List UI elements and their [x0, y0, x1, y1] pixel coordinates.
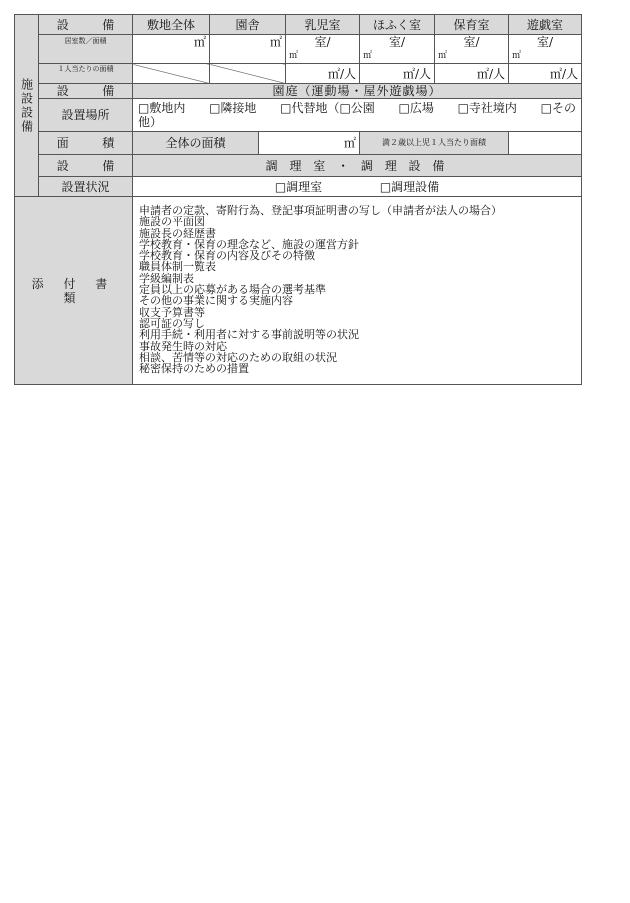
equipment-label: 設 備 [39, 15, 133, 35]
nursery-per-person-unit: ㎡/人 [476, 66, 506, 81]
building-area-unit: ㎡ [270, 35, 283, 49]
building-per-person-na [210, 64, 286, 84]
kitchen-title: 調 理 室 ・ 調 理 設 備 [133, 155, 582, 177]
attachment-item: 学校教育・保育の理念など、施設の運営方針 [139, 237, 359, 251]
install-options [133, 177, 582, 197]
location-options-line [138, 101, 576, 115]
nursery-room-prefix: 室/ [463, 35, 480, 49]
kitchen-equipment-label: 設 備 [39, 155, 133, 177]
crawling-room-unit: ㎡ [363, 51, 373, 61]
nursery-room-unit: ㎡ [438, 51, 448, 61]
location-options [133, 99, 582, 132]
attachment-item: 職員体制一覧表 [139, 260, 216, 274]
col-nursery-room: 保育室 [435, 15, 509, 35]
col-play-room: 遊戯室 [509, 15, 582, 35]
rooms-area-row [15, 35, 582, 64]
attachment-item: その他の事業に関する実施内容 [139, 294, 293, 308]
yard-equipment-label: 設 備 [39, 84, 133, 99]
crawling-room-field[interactable] [360, 35, 435, 64]
yard-area-row [15, 132, 582, 155]
play-room-unit: ㎡ [512, 51, 522, 61]
option-plaza[interactable]: □広場 [398, 101, 434, 115]
crawling-per-person-unit: ㎡/人 [402, 66, 432, 81]
col-crawling-room: ほふく室 [360, 15, 435, 35]
crawling-per-person-field[interactable] [360, 64, 435, 84]
attachments-label: 添 付 書 類 [15, 197, 133, 385]
per-child-area-spacer [509, 132, 582, 155]
crawling-room-prefix: 室/ [388, 35, 406, 49]
per-child-area-label: 満２歳以上児１人当たり面積 [360, 132, 509, 155]
attachments-row [15, 197, 582, 385]
total-area-label: 全体の面積 [133, 132, 259, 155]
total-area-unit: ㎡ [344, 136, 357, 150]
attachment-item: 学級編制表 [139, 271, 194, 285]
install-label: 設置状況 [39, 177, 133, 197]
total-area-field[interactable] [259, 132, 360, 155]
nursery-per-person-field[interactable] [435, 64, 509, 84]
infant-per-person-unit: ㎡/人 [327, 66, 357, 81]
option-on-site[interactable]: □敷地内 [138, 101, 186, 115]
col-site-whole: 敷地全体 [133, 15, 210, 35]
attachment-item: 利用手続・利用者に対する事前説明等の状況 [139, 328, 359, 342]
col-building: 園舎 [210, 15, 286, 35]
play-per-person-field[interactable] [509, 64, 582, 84]
option-temple-grounds[interactable]: □寺社境内 [457, 101, 517, 115]
location-label: 設置場所 [39, 99, 133, 132]
rooms-area-label: 居室数／面積 [39, 35, 133, 64]
per-person-label: １人当たりの面積 [39, 64, 133, 84]
location-options-continuation: 他） [138, 115, 163, 129]
play-per-person-unit: ㎡/人 [549, 66, 579, 81]
attachment-item: 定員以上の応募がある場合の選考基準 [139, 283, 326, 297]
site-area-unit: ㎡ [193, 35, 206, 49]
infant-room-unit: ㎡ [289, 51, 299, 61]
site-per-person-na [133, 64, 210, 84]
nursery-room-field[interactable] [435, 35, 509, 64]
attachments-list [133, 197, 582, 385]
option-alternate-park[interactable]: □代替地（□公園 [280, 101, 375, 115]
building-area-field[interactable] [210, 35, 286, 64]
play-room-field[interactable] [509, 35, 582, 64]
attachment-item: 学校教育・保育の内容及びその特徴 [139, 249, 315, 263]
area-label: 面 積 [39, 132, 133, 155]
attachment-item: 相談、苦情等の対応のための取組の状況 [139, 350, 337, 364]
infant-room-prefix: 室/ [314, 35, 331, 49]
attachment-item: 収支予算書等 [139, 305, 205, 319]
attachment-item: 申請者の定款、寄附行為、登記事項証明書の写し（申請者が法人の場合） [139, 204, 502, 217]
facility-table [14, 14, 582, 385]
infant-per-person-field[interactable] [286, 64, 360, 84]
col-infant-room: 乳児室 [286, 15, 360, 35]
attachment-item: 秘密保持のための措置 [139, 362, 249, 376]
attachment-item: 認可証の写し [139, 316, 205, 330]
option-other[interactable]: □その [540, 101, 576, 115]
option-kitchen-equipment[interactable]: □調理設備 [379, 179, 440, 194]
attachment-item: 施設の平面図 [139, 215, 205, 229]
yard-row [15, 84, 582, 99]
play-room-prefix: 室/ [536, 35, 554, 49]
per-person-row [15, 64, 582, 84]
facility-form [14, 14, 581, 385]
option-adjacent[interactable]: □隣接地 [209, 101, 257, 115]
attachment-item: 事故発生時の対応 [139, 339, 227, 353]
kitchen-row [15, 155, 582, 177]
yard-title: 園庭（運動場・屋外遊戯場） [133, 84, 582, 99]
rooms-header-row [15, 15, 582, 35]
install-row [15, 177, 582, 197]
location-row [15, 99, 582, 132]
attachment-item: 施設長の経歴書 [139, 226, 216, 240]
infant-room-field[interactable] [286, 35, 360, 64]
site-area-field[interactable] [133, 35, 210, 64]
option-kitchen-room[interactable]: □調理室 [274, 179, 323, 194]
section-facility-label: 施設設備 [15, 15, 39, 197]
